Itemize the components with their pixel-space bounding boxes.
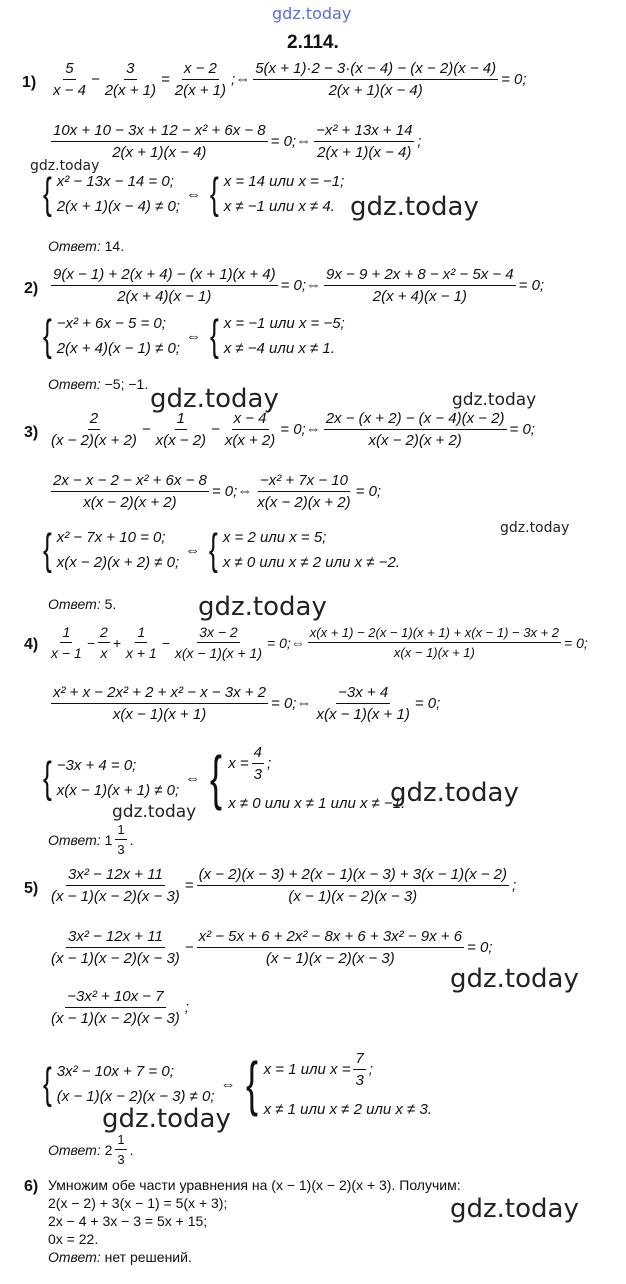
frac-den: 3 (117, 842, 125, 857)
op: = 0; (355, 483, 382, 500)
text-line: 2(x − 2) + 3(x − 1) = 5(x + 3); (48, 1195, 228, 1211)
frac-den: (x − 1)(x − 2)(x − 3) (51, 950, 180, 967)
part-3-equation-1 (46, 410, 535, 449)
op: = 0;⇔ (271, 695, 312, 712)
part-3-system (40, 525, 400, 574)
watermark: gdz.today (150, 384, 279, 414)
header-watermark: gdz.today (272, 4, 352, 23)
part-1-equation-2 (48, 122, 422, 161)
op: = (160, 71, 170, 88)
frac-num: −x² + 7x − 10 (258, 472, 350, 492)
op: = 0; (518, 277, 545, 294)
frac-num: 3 (124, 60, 136, 80)
problem-number: 2.114. (287, 32, 339, 53)
frac-num: 5 (63, 60, 75, 80)
answer-whole: 2 (104, 1141, 113, 1158)
iff: ⇔ (185, 541, 201, 559)
frac-den: x(x − 1)(x + 1) (174, 645, 262, 661)
part-1-label: 1) (22, 74, 37, 91)
op: = 0; (564, 634, 588, 651)
answer-value: 14. (104, 238, 125, 254)
frac-den: x(x − 2) (155, 432, 207, 449)
part-5-equation-3 (46, 988, 189, 1027)
frac-den: x(x − 2)(x + 2) (83, 494, 177, 511)
op: = (184, 877, 194, 894)
part-6-body (48, 1176, 461, 1266)
iff: ⇔ (185, 769, 201, 787)
sys-row: x = 14 или x = −1; (223, 173, 345, 190)
sys-row (228, 744, 405, 783)
frac-den: x(x + 2) (224, 432, 276, 449)
frac-num: 9x − 9 + 2x + 8 − x² − 5x − 4 (324, 266, 516, 286)
brace: { (42, 525, 52, 574)
text-line: 2x − 4 + 3x − 3 = 5x + 15; (48, 1213, 208, 1229)
iff: ⇔ (220, 1075, 236, 1093)
frac-den: (x − 1)(x − 2)(x − 3) (51, 1010, 180, 1027)
frac-den: x(x − 2)(x + 2) (368, 432, 462, 449)
answer-label: Ответ: (48, 1141, 101, 1158)
part-4-answer (48, 822, 134, 857)
brace: { (210, 744, 223, 811)
frac-den: 2(x + 4)(x − 1) (117, 288, 212, 305)
sys-text: x = 1 или x = (263, 1061, 351, 1078)
frac-den: x + 1 (125, 645, 157, 661)
frac-num: 2x − (x + 2) − (x − 4)(x − 2) (324, 410, 507, 430)
sys-row (264, 1050, 432, 1089)
part-4-equation-1 (46, 624, 588, 661)
frac-den: x (100, 645, 108, 661)
frac-den: 2(x + 1)(x − 4) (317, 144, 412, 161)
part-2-answer (48, 376, 148, 392)
part-1-equation-1 (48, 60, 527, 99)
part-5-equation-2 (46, 928, 492, 967)
frac-num: 2x − x − 2 − x² + 6x − 8 (51, 472, 209, 492)
frac-num: 1 (115, 1132, 126, 1150)
sys-row: x ≠ −4 или x ≠ 1. (223, 340, 335, 357)
frac-num: 10x + 10 − 3x + 12 − x² + 6x − 8 (51, 122, 268, 142)
op: ; (184, 999, 189, 1016)
op: − (86, 634, 95, 651)
sys-row: x = −1 или x = −5; (223, 315, 345, 332)
sys-row: x(x − 1)(x + 1) ≠ 0; (56, 782, 180, 799)
watermark: gdz.today (452, 390, 537, 410)
answer-tail: . (129, 831, 134, 848)
answer-value: 5. (104, 596, 117, 612)
frac-den: 2(x + 1)(x − 4) (328, 82, 423, 99)
frac-den: 2(x + 4)(x − 1) (372, 288, 467, 305)
op: ; (417, 133, 422, 150)
answer-tail: . (129, 1141, 134, 1158)
frac-den: (x − 1)(x − 2)(x − 3) (265, 950, 395, 967)
frac-num: −3x + 4 (336, 684, 390, 704)
watermark: gdz.today (198, 592, 327, 622)
op: = 0;⇔ (280, 421, 321, 438)
frac-den: 2(x + 1)(x − 4) (112, 144, 207, 161)
sys-row: x ≠ 0 или x ≠ 1 или x ≠ −1. (228, 795, 406, 812)
text-line: 0x = 22. (48, 1231, 99, 1247)
part-1-answer (48, 238, 124, 254)
brace: { (209, 311, 219, 360)
answer-label: Ответ: (48, 1249, 101, 1265)
frac-den: (x − 1)(x − 2)(x − 3) (288, 888, 418, 905)
op: = 0; (414, 695, 441, 712)
frac-num: 2 (98, 624, 110, 643)
frac-den: 2(x + 1) (104, 82, 156, 99)
frac-num: 1 (60, 624, 72, 643)
op: ; (512, 877, 517, 894)
watermark: gdz.today (450, 964, 579, 994)
answer-whole: 1 (104, 831, 113, 848)
part-4-label: 4) (24, 636, 39, 653)
sys-row: −x² + 6x − 5 = 0; (56, 315, 166, 332)
watermark: gdz.today (390, 778, 519, 808)
sys-row: x² − 13x − 14 = 0; (56, 173, 174, 190)
frac-num: 1 (115, 822, 126, 840)
answer-value: нет решений. (104, 1249, 192, 1265)
op: = 0;⇔ (211, 483, 253, 500)
brace: { (209, 169, 219, 218)
brace: { (209, 525, 218, 574)
answer-label: Ответ: (48, 376, 101, 392)
frac-num: 3x − 2 (197, 624, 240, 643)
watermark: gdz.today (102, 1104, 231, 1134)
frac-den: x(x − 1)(x + 1) (112, 706, 207, 723)
iff: ⇔ (185, 185, 201, 203)
sys-row: x² − 7x + 10 = 0; (56, 529, 166, 546)
watermark: gdz.today (350, 192, 479, 222)
frac-num: 3x² − 12x + 11 (66, 928, 165, 948)
watermark: gdz.today (450, 1194, 579, 1224)
frac-den: 2(x + 1) (174, 82, 227, 99)
op: ;⇔ (231, 71, 251, 88)
iff: ⇔ (185, 327, 201, 345)
answer-value: −5; −1. (104, 376, 149, 392)
frac-num: (x − 2)(x − 3) + 2(x − 1)(x − 3) + 3(x − 1)(x − 2) (197, 866, 509, 886)
op: − (211, 421, 220, 438)
op: − (184, 939, 194, 956)
part-5-equation-1 (46, 866, 516, 905)
op: − (141, 421, 151, 438)
frac-den: 3 (253, 766, 262, 783)
text-line: Умножим обе части уравнения на (x − 1)(x − 2)(x + 3). Получим: (48, 1177, 461, 1193)
sys-text: x = (228, 755, 249, 772)
frac-den: (x − 1)(x − 2)(x − 3) (51, 888, 180, 905)
brace: { (245, 1050, 258, 1117)
sys-row: x(x − 2)(x + 2) ≠ 0; (56, 554, 180, 571)
frac-num: x − 2 (182, 60, 219, 80)
part-2-equation-1 (48, 266, 544, 305)
frac-den: (x − 2)(x + 2) (51, 432, 137, 449)
op: = 0; (509, 421, 535, 438)
frac-den: 3 (117, 1152, 125, 1167)
part-5-answer (48, 1132, 134, 1167)
frac-den: x(x − 1)(x + 1) (316, 706, 410, 723)
frac-num: 1 (175, 410, 187, 430)
answer-label: Ответ: (48, 238, 101, 254)
sys-row: −3x + 4 = 0; (56, 757, 137, 774)
op: = 0;⇔ (267, 634, 305, 651)
part-2-label: 2) (24, 280, 39, 297)
sys-row: x ≠ 0 или x ≠ 2 или x ≠ −2. (222, 554, 400, 571)
part-2-system (40, 311, 345, 360)
sys-row: x = 2 или x = 5; (222, 529, 327, 546)
sys-row: 2(x + 4)(x − 1) ≠ 0; (56, 340, 180, 357)
part-3-label: 3) (24, 424, 39, 441)
frac-den: x(x − 2)(x + 2) (257, 494, 351, 511)
op: − (161, 634, 170, 651)
frac-num: x − 4 (232, 410, 269, 430)
answer-label: Ответ: (48, 831, 101, 848)
brace: { (42, 1059, 52, 1108)
part-3-equation-2 (48, 472, 381, 511)
sys-row: x ≠ −1 или x ≠ 4. (223, 198, 335, 215)
sys-row: (x − 1)(x − 2)(x − 3) ≠ 0; (56, 1088, 215, 1105)
frac-den: 3 (355, 1072, 364, 1089)
part-5-label: 5) (24, 880, 39, 897)
frac-num: 1 (135, 624, 147, 643)
watermark: gdz.today (112, 802, 197, 822)
frac-num: x(x + 1) − 2(x − 1)(x + 1) + x(x − 1) − 3x + 2 (308, 625, 561, 643)
op: = 0;⇔ (280, 277, 322, 294)
answer (48, 1248, 461, 1266)
part-5-system (40, 1050, 432, 1118)
frac-num: x² + x − 2x² + 2 + x² − x − 3x + 2 (51, 684, 268, 704)
sys-text: ; (368, 1061, 373, 1078)
frac-num: 5(x + 1)·2 − 3·(x − 4) − (x − 2)(x − 4) (253, 60, 498, 80)
brace: { (42, 753, 52, 802)
op: + (112, 634, 121, 651)
frac-den: x − 1 (51, 645, 82, 661)
op: = 0; (501, 71, 527, 88)
sys-row: x ≠ 1 или x ≠ 2 или x ≠ 3. (263, 1101, 432, 1118)
part-4-equation-2 (48, 684, 440, 723)
op: = 0;⇔ (270, 133, 312, 150)
answer-label: Ответ: (48, 596, 101, 612)
op: − (90, 71, 100, 88)
brace: { (42, 311, 52, 360)
part-1-system (40, 169, 345, 218)
brace: { (42, 169, 52, 218)
watermark: gdz.today (30, 158, 100, 174)
part-6-label: 6) (24, 1178, 39, 1195)
op: = 0; (467, 939, 493, 956)
frac-num: 3x² − 12x + 11 (66, 866, 165, 886)
frac-num: 9(x − 1) + 2(x + 4) − (x + 1)(x + 4) (51, 266, 278, 286)
frac-num: 2 (88, 410, 100, 430)
frac-num: 7 (353, 1050, 365, 1070)
frac-den: x(x − 1)(x + 1) (393, 645, 475, 660)
frac-num: −x² + 13x + 14 (314, 122, 414, 142)
part-4-system (40, 744, 405, 812)
sys-row: 2(x + 1)(x − 4) ≠ 0; (56, 198, 180, 215)
frac-num: x² − 5x + 6 + 2x² − 8x + 6 + 3x² − 9x + 6 (197, 928, 464, 948)
frac-num: −3x² + 10x − 7 (65, 988, 165, 1008)
part-3-answer (48, 596, 116, 612)
frac-den: x − 4 (53, 82, 86, 99)
frac-num: 4 (252, 744, 264, 764)
watermark: gdz.today (500, 520, 570, 536)
sys-row: 3x² − 10x + 7 = 0; (56, 1063, 174, 1080)
sys-text: ; (266, 755, 272, 772)
